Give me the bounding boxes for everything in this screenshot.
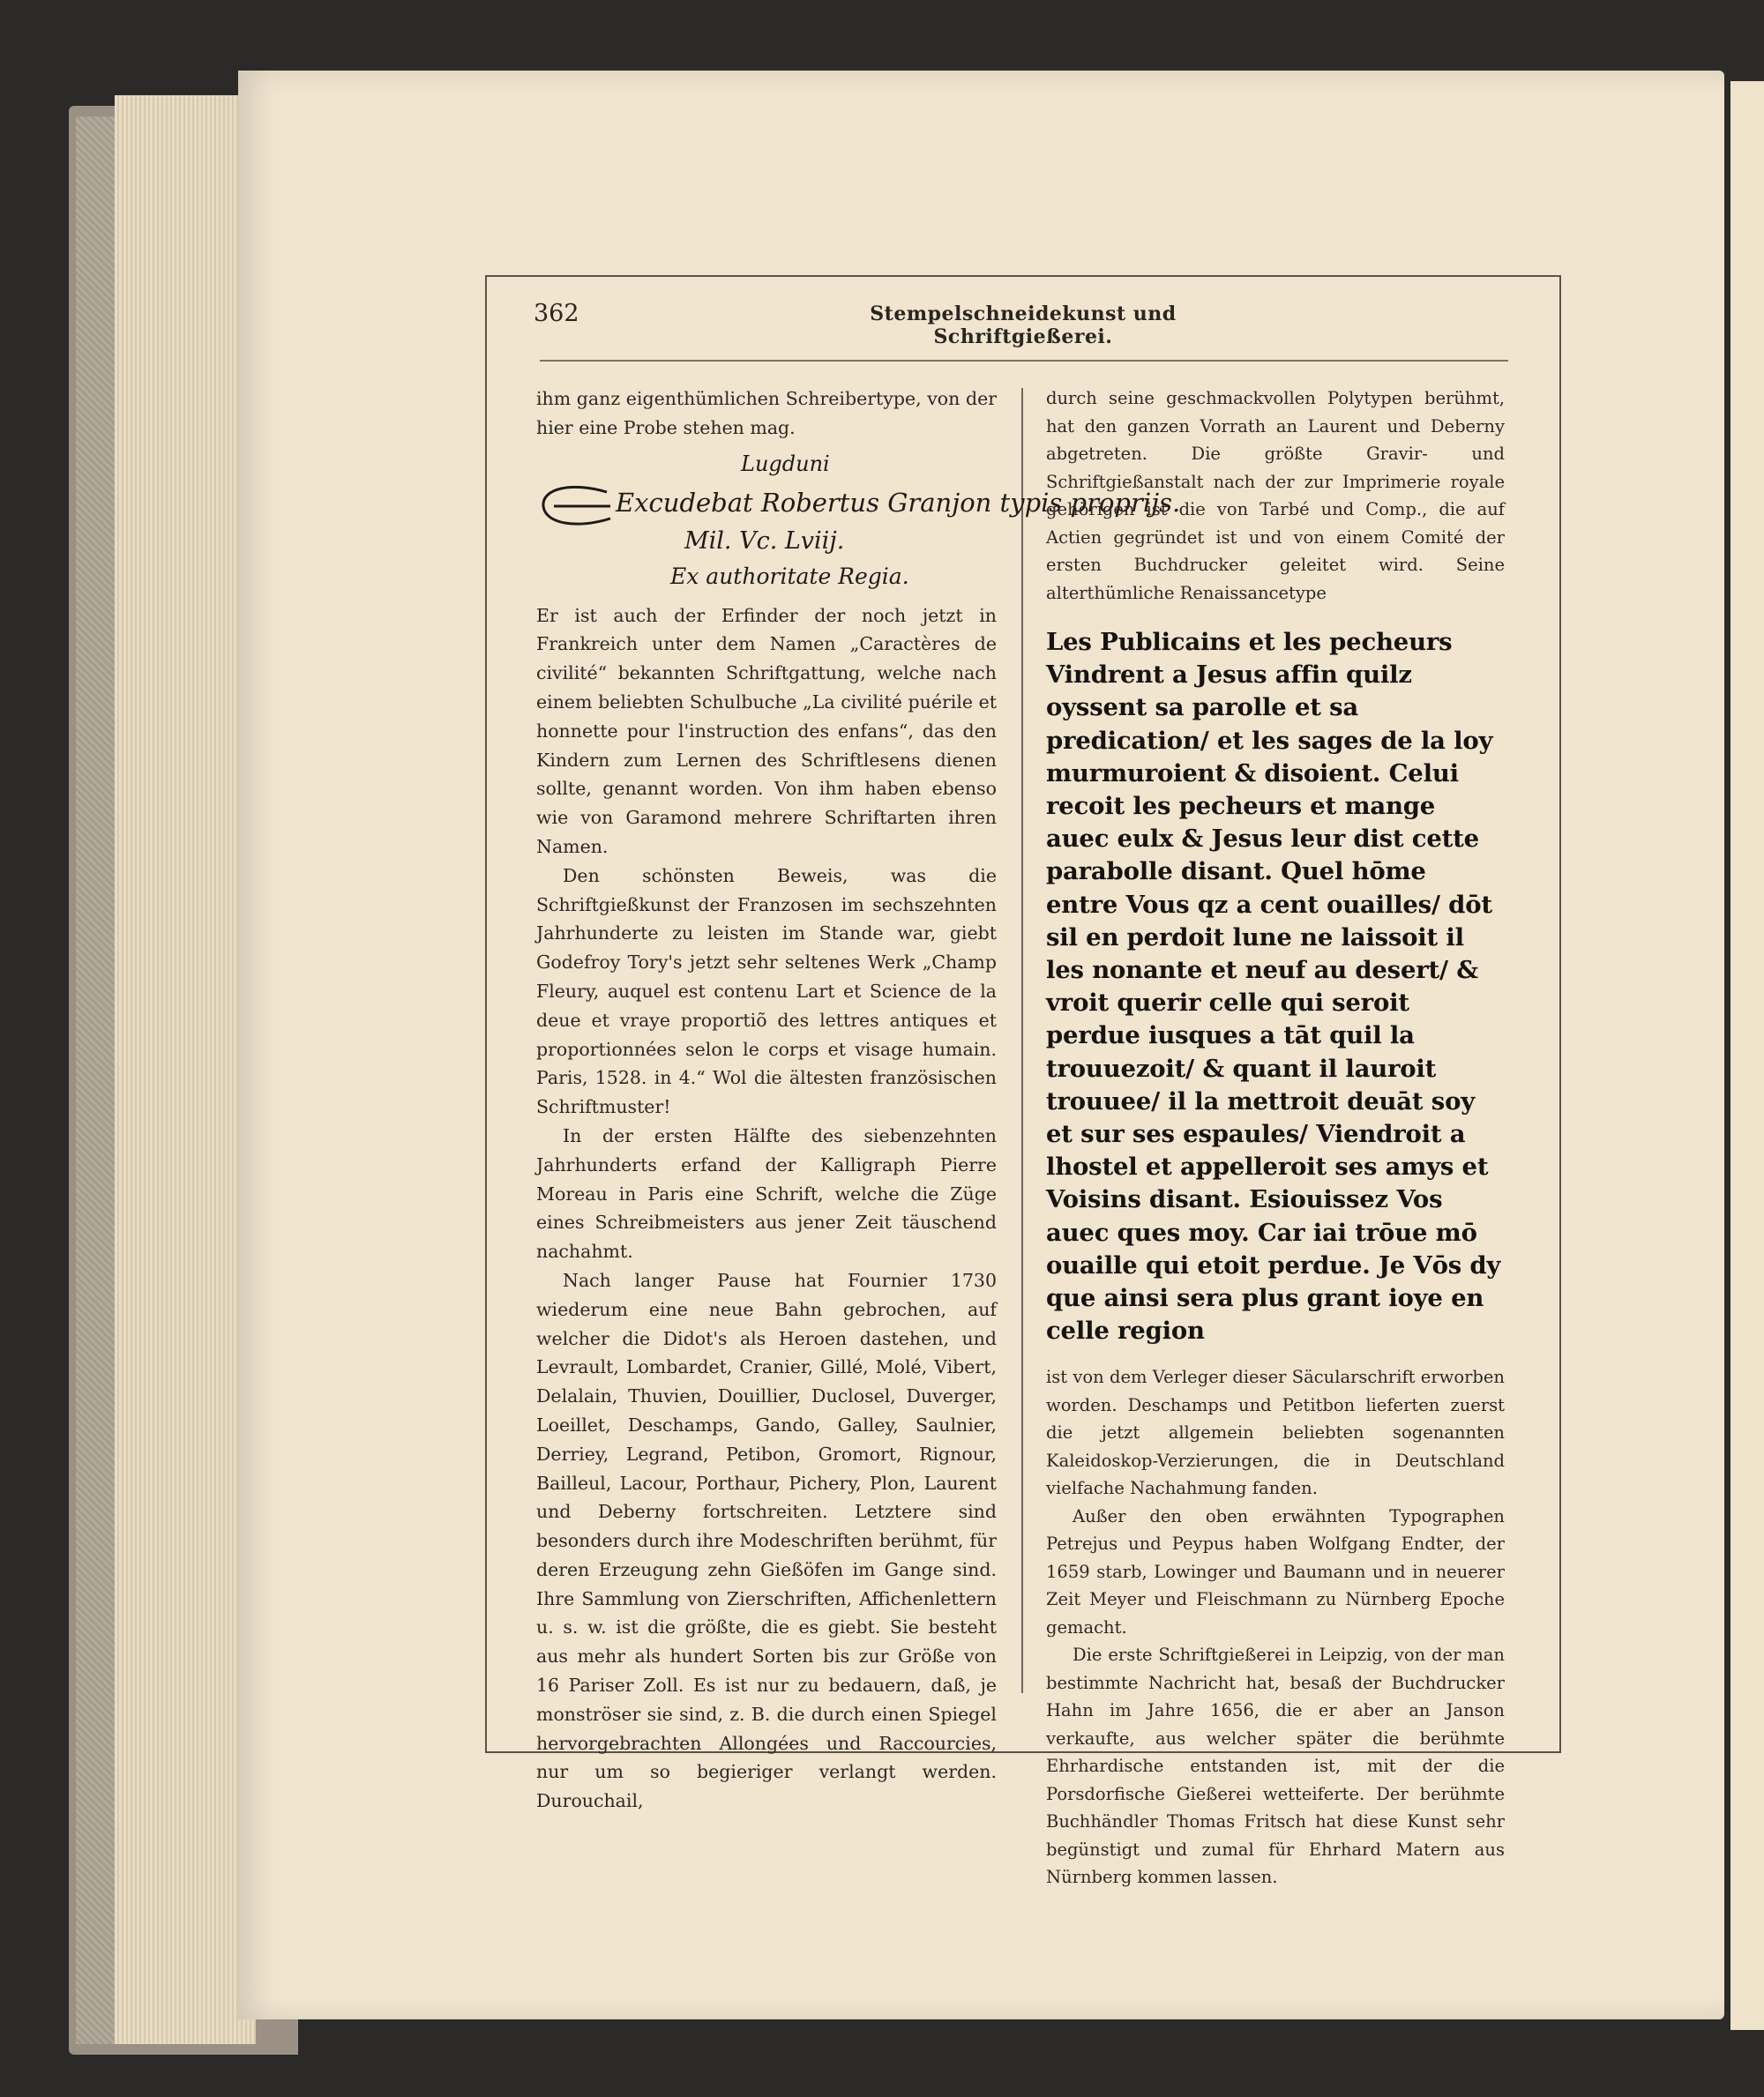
book-spine-cloth	[76, 116, 120, 2044]
specimen-line-1: Lugduni	[741, 451, 830, 476]
right-intro: durch seine geschmackvollen Polytypen berühmt, hat den ganzen Vorrath an Laurent und Deberny abgetreten. Die größte Gravir- und Schriftgießanstalt nach der zur Imprimerie royale gehörigen ist die von Tarbé und Comp., die auf Actien gegründet ist und von einem Comité der ersten Buchdrucker geleitet wird. Seine alterthümliche Renaissancetype	[1046, 388, 1505, 603]
left-paragraph: Er ist auch der Erfinder der noch jetzt in Frankreich unter dem Namen „Caractères de civilité“ bekannten Schriftgattung, welche nach einem beliebten Schulbuche „La civilité puérile et honnette pour l'instruction des enfans“, das den Kindern zum Lernen des Schriftlesens dienen sollte, genannt worden. Von ihm haben ebenso wie von Garamond mehrere Schriftarten ihren Namen.	[536, 604, 997, 857]
flourish-ornament	[536, 480, 616, 533]
right-paragraph: ist von dem Verleger dieser Säcularschrift erworben worden. Deschamps und Petitbon lieferten zuerst die jetzt allgemein beliebten sogenannten Kaleidoskop-Verzierungen, die in Deutschland vielfache Nachahmung fanden.	[1046, 1367, 1505, 1499]
header-rule	[540, 360, 1508, 362]
left-paragraph: Den schönsten Beweis, was die Schriftgießkunst der Franzosen im sechszehnten Jahrhunderte zu leisten im Stande war, giebt Godefroy Tory's jetzt sehr seltenes Werk „Champ Fleury, auquel est contenu Lart et Science de la deue et vraye proportiõ des lettres antiques et proportionnées selon le corps et visage humain. Paris, 1528. in 4.“ Wol die ältesten französischen Schriftmuster!	[536, 864, 997, 1118]
specimen-line-2: Excudebat Robertus Granjon typis proprijs.	[616, 487, 1181, 518]
page-number: 362	[534, 300, 579, 327]
running-title: Stempelschneidekunst und Schriftgießerei.	[870, 302, 1177, 348]
page-edges	[115, 95, 256, 2044]
left-paragraph: In der ersten Hälfte des siebenzehnten Jahrhunderts erfand der Kalligraph Pierre Moreau in Paris eine Schrift, welche die Züge eines Schreibmeisters aus jener Zeit täuschend nachahmt.	[536, 1124, 997, 1263]
column-divider	[1021, 388, 1023, 1693]
left-intro: ihm ganz eigenthümlichen Schreibertype, von der hier eine Probe stehen mag.	[536, 388, 997, 438]
specimen-line-4: Ex authoritate Regia.	[670, 563, 909, 589]
right-paragraph: Außer den oben erwähnten Typographen Petrejus und Peypus haben Wolfgang Endter, der 1659 starb, Lowinger und Baumann und in neuerer Zeit Meyer und Fleischmann zu Nürnberg Epoche gemacht.	[1046, 1505, 1505, 1638]
facing-page-edge	[1730, 81, 1764, 2030]
right-column	[1046, 384, 1505, 1892]
right-paragraph: Die erste Schriftgießerei in Leipzig, von der man bestimmte Nachricht hat, besaß der Buchdrucker Hahn im Jahre 1656, die er aber an Janson verkaufte, aus welcher später die berühmte Ehrhardische entstanden ist, mit der die Porsdorfische Gießerei wetteiferte. Der berühmte Buchhändler Thomas Fritsch hat diese Kunst sehr begünstigt und zumal für Ehrhard Matern aus Nürnberg kommen lassen.	[1046, 1645, 1505, 1888]
civilite-specimen	[536, 450, 1181, 596]
renaissance-type-specimen: Les Publicains et les pecheurs Vindrent a Jesus affin quilz oyssent sa parolle et sa predication/ et les sages de la loy murmuroient & disoient. Celui recoit les pecheurs et mange auec eulx & Jesus leur dist cette parabolle disant. Quel hōme entre Vous qz a cent ouailles/ dōt sil en perdoit lune ne laissoit il les nonante et neuf au desert/ & vroit querir celle qui seroit perdue iusques a tāt quil la trouuezoit/ & quant il lauroit trouuee/ il la mettroit deuāt soy et sur ses espaules/ Viendroit a lhostel et appelleroit ses amys et Voisins disant. Esiouissez Vos auec ques moy. Car iai trōue mō ouaille qui etoit perdue. Je Vōs dy que ainsi sera plus grant ioye en celle region	[1046, 628, 1501, 1346]
left-paragraph: Nach langer Pause hat Fournier 1730 wiederum eine neue Bahn gebrochen, auf welcher die Didot's als Heroen dastehen, und Levrault, Lombardet, Cranier, Gillé, Molé, Vibert, Delalain, Thuvien, Douillier, Duclosel, Duverger, Loeillet, Deschamps, Gando, Galley, Saulnier, Derriey, Legrand, Petibon, Gromort, Rignour, Bailleul, Lacour, Porthaur, Pichery, Plon, Laurent und Deberny fortschreiten. Letztere sind besonders durch ihre Modeschriften berühmt, für deren Erzeugung zehn Gießöfen im Gange sind. Ihre Sammlung von Zierschriften, Affichenlettern u. s. w. ist die größte, die es giebt. Sie besteht aus mehr als hundert Sorten bis zur Größe von 16 Pariser Zoll. Es ist nur zu bedauern, daß, je monströser sie sind, z. B. die durch einen Spiegel hervorgebrachten Allongées und Raccourcies, nur um so begieriger verlangt werden. Durouchail,	[536, 1269, 997, 1812]
left-column	[536, 384, 1181, 1816]
specimen-line-3: Mil. Vc. Lviij.	[684, 526, 845, 555]
